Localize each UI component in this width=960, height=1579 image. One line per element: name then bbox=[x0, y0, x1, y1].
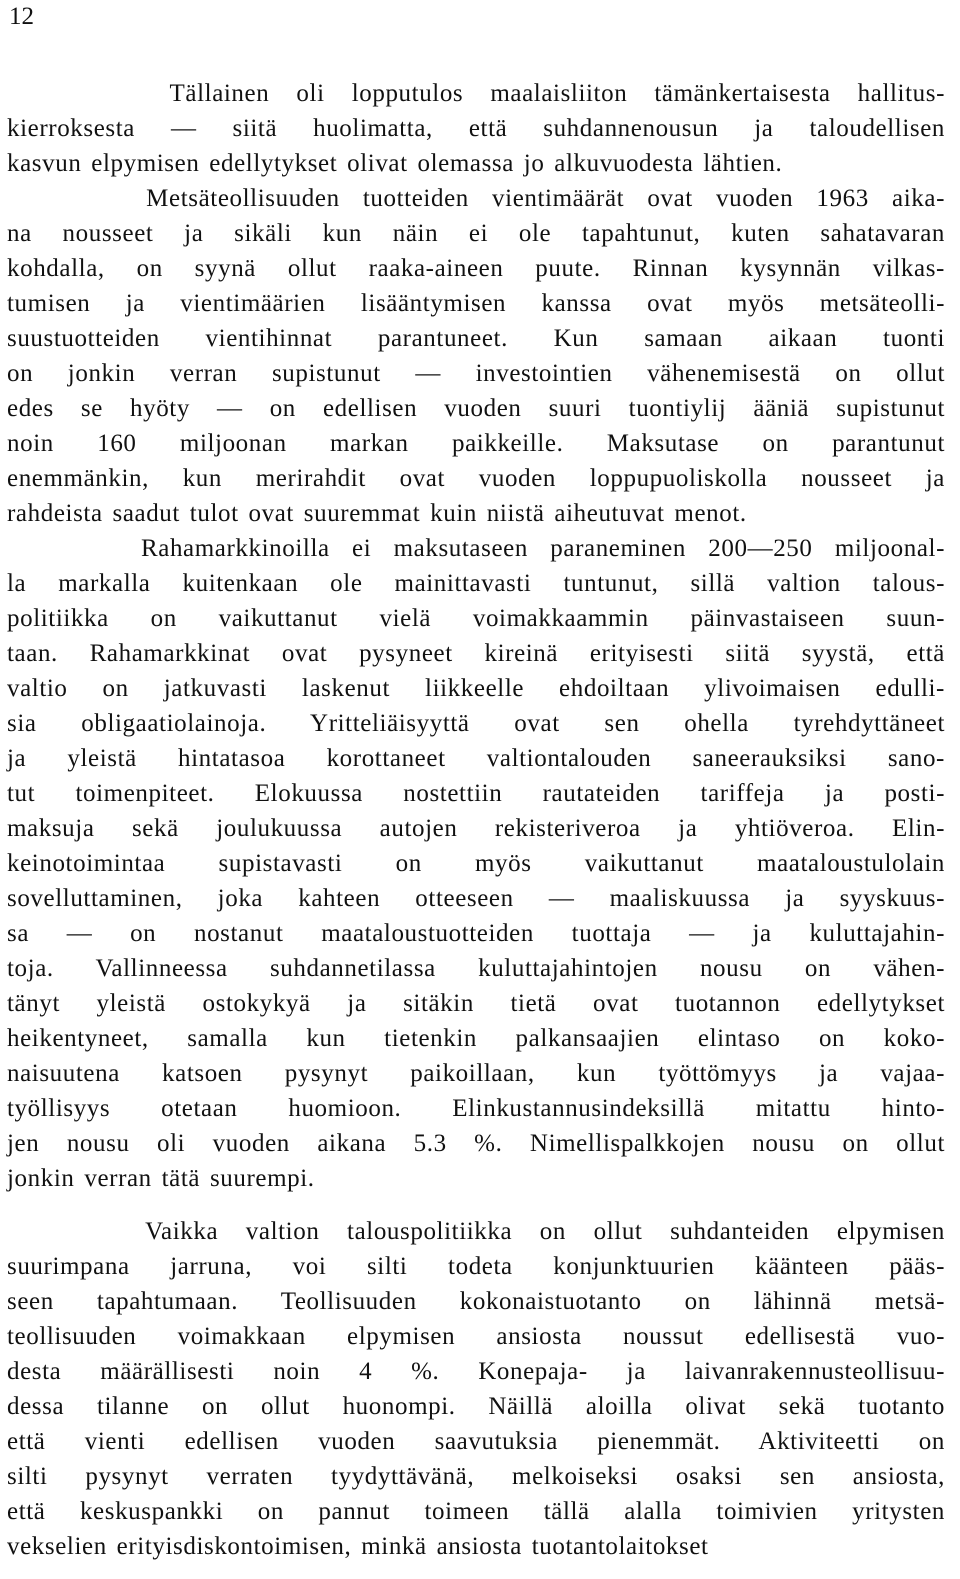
text-line: kierroksesta — siitä huolimatta, että suhdannenousun ja taloudellisen bbox=[7, 115, 945, 142]
text-line: sovelluttaminen, joka kahteen otteeseen — maaliskuussa ja syyskuus- bbox=[7, 885, 945, 912]
text-line: sa — on nostanut maataloustuotteiden tuottaja — ja kuluttajahin- bbox=[7, 920, 945, 947]
paragraph-2 bbox=[7, 1214, 945, 1564]
text-line: maksuja sekä joulukuussa autojen rekisteriveroa ja yhtiöveroa. Elin- bbox=[7, 815, 945, 842]
text-line: naisuutena katsoen pysynyt paikoillaan, kun työttömyys ja vajaa- bbox=[7, 1060, 945, 1087]
text-line: taan. Rahamarkkinat ovat pysyneet kireinä erityisesti siitä syystä, että bbox=[7, 640, 945, 667]
text-line: tumisen ja vientimäärien lisääntymisen kanssa ovat myös metsäteolli- bbox=[7, 290, 945, 317]
text-line: tänyt yleistä ostokykyä ja sitäkin tietä ovat tuotannon edellytykset bbox=[7, 990, 945, 1017]
paragraph-1 bbox=[7, 76, 945, 1196]
text-line: silti pysynyt verraten tyydyttävänä, melkoiseksi osaksi sen ansiosta, bbox=[7, 1463, 945, 1490]
text-line: on jonkin verran supistunut — investointien vähenemisestä on ollut bbox=[7, 360, 945, 387]
text-line: jonkin verran tätä suurempi. bbox=[7, 1165, 315, 1192]
text-line: tut toimenpiteet. Elokuussa nostettiin rautateiden tariffeja ja posti- bbox=[7, 780, 945, 807]
text-line: noin 160 miljoonan markan paikkeille. Maksutase on parantunut bbox=[7, 430, 945, 457]
text-line: kasvun elpymisen edellytykset olivat olemassa jo alkuvuodesta lähtien. bbox=[7, 150, 783, 177]
text-line: desta määrällisesti noin 4 %. Konepaja- ja laivanrakennusteollisuu- bbox=[7, 1358, 945, 1385]
text-line: vekselien erityisdiskontoimisen, minkä ansiosta tuotantolaitokset bbox=[7, 1533, 709, 1560]
text-line: ja yleistä hintatasoa korottaneet valtiontalouden saneerauksiksi sano- bbox=[7, 745, 945, 772]
text-line: keinotoimintaa supistavasti on myös vaikuttanut maataloustulolain bbox=[7, 850, 945, 877]
text-line: Vaikka valtion talouspolitiikka on ollut suhdanteiden elpymisen bbox=[7, 1218, 945, 1245]
text-line: Tällainen oli lopputulos maalaisliiton tämänkertaisesta hallitus- bbox=[7, 80, 945, 107]
text-line: la markalla kuitenkaan ole mainittavasti tuntunut, sillä valtion talous- bbox=[7, 570, 945, 597]
page-number: 12 bbox=[9, 3, 34, 30]
text-line: heikentyneet, samalla kun tietenkin palkansaajien elintaso on koko- bbox=[7, 1025, 945, 1052]
text-line: toja. Vallinneessa suhdannetilassa kuluttajahintojen nousu on vähen- bbox=[7, 955, 945, 982]
text-line: suustuotteiden vientihinnat parantuneet. Kun samaan aikaan tuonti bbox=[7, 325, 945, 352]
text-line: enemmänkin, kun merirahdit ovat vuoden loppupuoliskolla nousseet ja bbox=[7, 465, 945, 492]
text-line: kohdalla, on syynä ollut raaka-aineen puute. Rinnan kysynnän vilkas- bbox=[7, 255, 945, 282]
text-line: työllisyys otetaan huomioon. Elinkustannusindeksillä mitattu hinto- bbox=[7, 1095, 945, 1122]
text-line: että vienti edellisen vuoden saavutuksia pienemmät. Aktiviteetti on bbox=[7, 1428, 945, 1455]
text-line: na nousseet ja sikäli kun näin ei ole tapahtunut, kuten sahatavaran bbox=[7, 220, 945, 247]
text-line: Metsäteollisuuden tuotteiden vientimäärät ovat vuoden 1963 aika- bbox=[7, 185, 945, 212]
text-line: seen tapahtumaan. Teollisuuden kokonaistuotanto on lähinnä metsä- bbox=[7, 1288, 945, 1315]
text-line: edes se hyöty — on edellisen vuoden suuri tuontiylij ääniä supistunut bbox=[7, 395, 945, 422]
text-line: Rahamarkkinoilla ei maksutaseen paraneminen 200—250 miljoonal- bbox=[7, 535, 945, 562]
text-line: politiikka on vaikuttanut vielä voimakkaammin päinvastaiseen suun- bbox=[7, 605, 945, 632]
text-line: että keskuspankki on pannut toimeen tällä alalla toimivien yritysten bbox=[7, 1498, 945, 1525]
text-line: valtio on jatkuvasti laskenut liikkeelle ehdoiltaan ylivoimaisen edulli- bbox=[7, 675, 945, 702]
text-line: sia obligaatiolainoja. Yritteliäisyyttä ovat sen ohella tyrehdyttäneet bbox=[7, 710, 945, 737]
text-line: dessa tilanne on ollut huonompi. Näillä aloilla olivat sekä tuotanto bbox=[7, 1393, 945, 1420]
text-line: rahdeista saadut tulot ovat suuremmat kuin niistä aiheutuvat menot. bbox=[7, 500, 747, 527]
text-line: teollisuuden voimakkaan elpymisen ansiosta noussut edellisestä vuo- bbox=[7, 1323, 945, 1350]
text-line: suurimpana jarruna, voi silti todeta konjunktuurien käänteen pääs- bbox=[7, 1253, 945, 1280]
text-line: jen nousu oli vuoden aikana 5.3 %. Nimellispalkkojen nousu on ollut bbox=[7, 1130, 945, 1157]
